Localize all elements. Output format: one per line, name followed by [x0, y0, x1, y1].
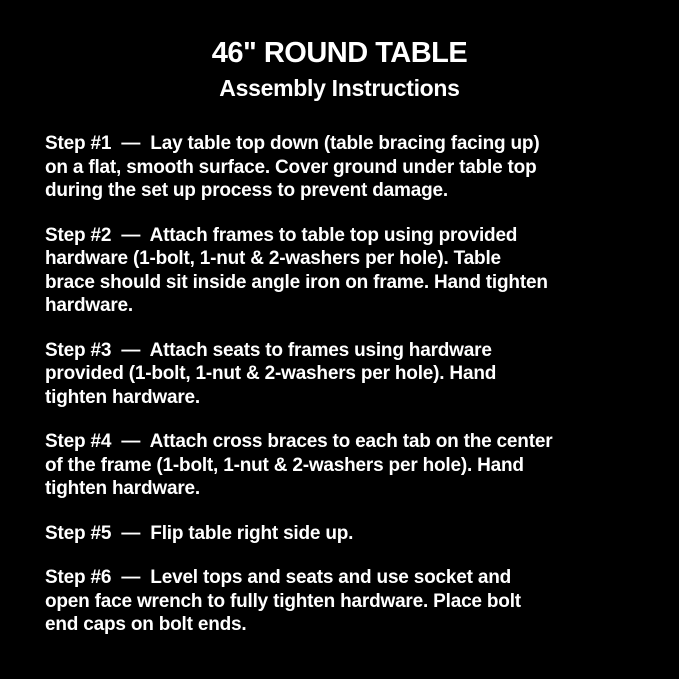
step-2-line-4: hardware. — [45, 295, 133, 316]
step-6-line-3: end caps on bolt ends. — [45, 614, 247, 635]
step-3-line-1: Step #3 — Attach seats to frames using hardware — [45, 339, 492, 361]
step-1-line-2: on a flat, smooth surface. Cover ground under table top — [45, 156, 537, 178]
step-4-line-2: of the frame (1-bolt, 1-nut & 2-washers per hole). Hand — [45, 454, 524, 476]
step-4 — [45, 430, 651, 501]
step-3-line-3: tighten hardware. — [45, 386, 200, 408]
step-4-line-1: Step #4 — Attach cross braces to each tab on the center — [45, 431, 553, 452]
page-title: 46" ROUND TABLE — [211, 37, 468, 69]
step-4-line-3: tighten hardware. — [45, 478, 200, 499]
step-2 — [45, 224, 651, 318]
step-6-line-1: Step #6 — Level tops and seats and use socket and — [45, 567, 512, 588]
step-2-line-1: Step #2 — Attach frames to table top using provided — [45, 224, 518, 246]
step-2-line-2: hardware (1-bolt, 1-nut & 2-washers per hole). Table — [45, 248, 501, 269]
header — [0, 38, 679, 101]
page-subtitle: Assembly Instructions — [219, 75, 460, 101]
step-1 — [45, 132, 651, 203]
step-3-line-2: provided (1-bolt, 1-nut & 2-washers per hole). Hand — [45, 363, 497, 384]
step-1-line-1: Step #1 — Lay table top down (table bracing facing up) — [45, 133, 540, 154]
steps-list — [45, 132, 651, 637]
step-1-line-3: during the set up process to prevent damage. — [45, 180, 448, 201]
step-2-line-3: brace should sit inside angle iron on frame. Hand tighten — [45, 271, 548, 293]
step-6 — [45, 566, 651, 637]
step-5-line-1: Step #5 — Flip table right side up. — [45, 522, 354, 544]
step-5 — [45, 522, 651, 546]
step-6-line-2: open face wrench to fully tighten hardware. Place bolt — [45, 590, 521, 612]
step-3 — [45, 339, 651, 410]
